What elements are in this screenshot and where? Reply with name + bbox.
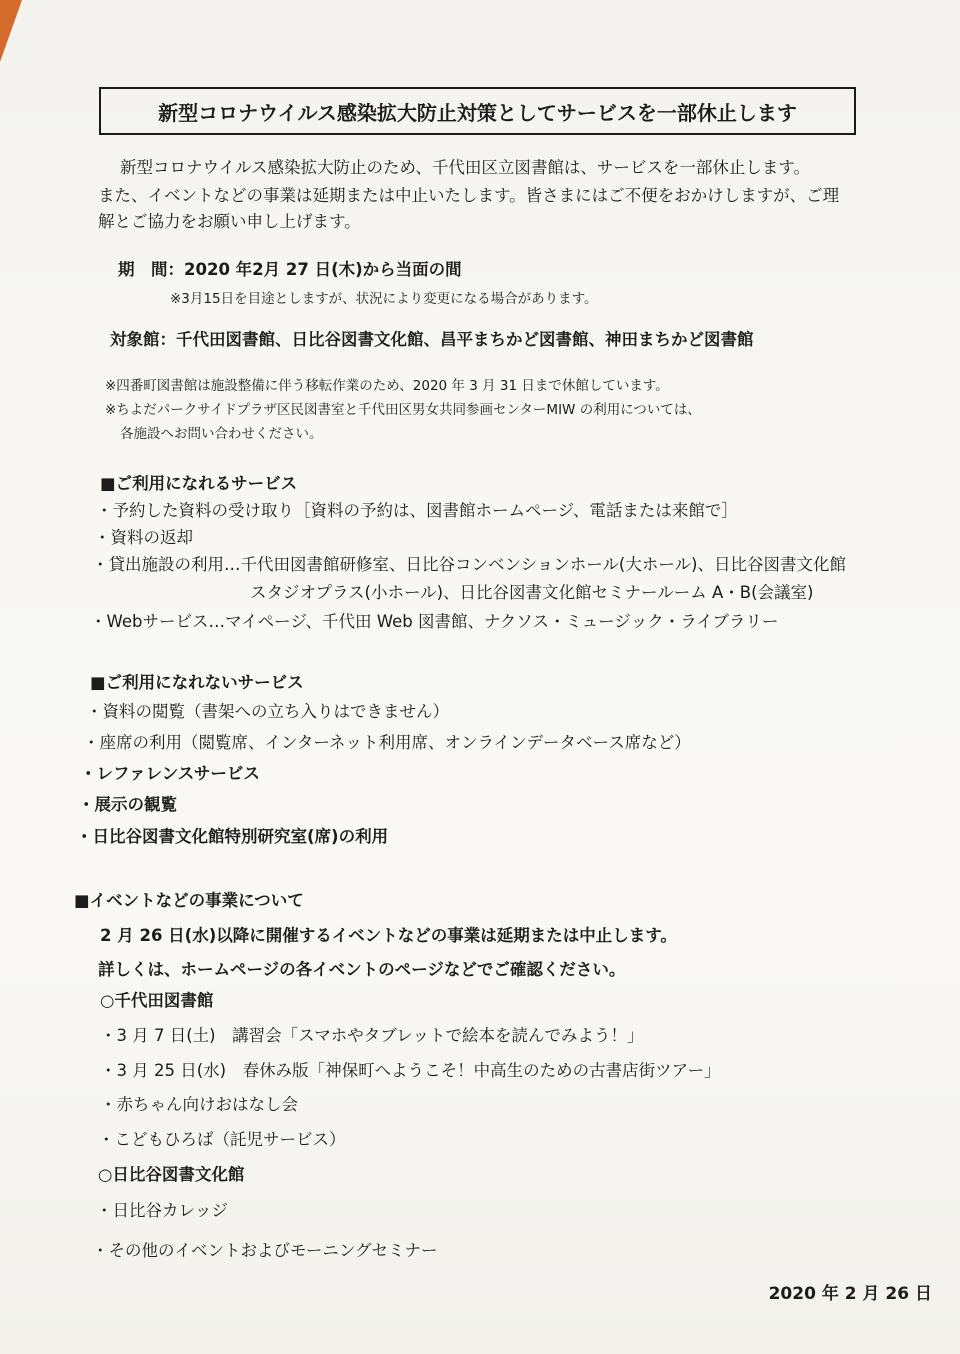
target-libraries: 対象館：千代田図書館、日比谷図書文化館、昌平まちかど図書館、神田まちかど図書館 <box>110 330 754 349</box>
available-item: ・資料の返却 <box>94 528 193 547</box>
unavailable-heading: ■ご利用になれないサービス <box>90 673 304 692</box>
unavailable-item: ・座席の利用（閲覧席、インターネット利用席、オンラインデータベース席など） <box>83 733 691 752</box>
unavailable-item: ・資料の閲覧（書架への立ち入りはできません） <box>86 702 449 721</box>
chiyoda-event: ・3 月 7 日(土) 講習会「スマホやタブレットで絵本を読んでみよう！」 <box>100 1026 644 1045</box>
note-line-2: ※ちよだパークサイドプラザ区民図書室と千代田区男女共同参画センターMIW の利用については、 <box>105 402 701 418</box>
unavailable-item: ・日比谷図書文化館特別研究室(席)の利用 <box>76 827 389 846</box>
orange-corner <box>0 0 22 62</box>
unavailable-item: ・レファレンスサービス <box>80 764 260 783</box>
hibiya-event: ・その他のイベントおよびモーニングセミナー <box>92 1241 438 1260</box>
hibiya-event: ・日比谷カレッジ <box>96 1201 228 1220</box>
chiyoda-event: ・3 月 25 日(水) 春休み版「神保町へようこそ！中高生のための古書店街ツアー」 <box>100 1061 721 1080</box>
period-text: 期 間：2020 年2月 27 日(木)から当面の間 <box>118 260 462 279</box>
note-line-1: ※四番町図書館は施設整備に伴う移転作業のため、2020 年 3 月 31 日まで休館しています。 <box>105 378 669 394</box>
chiyoda-event: ・赤ちゃん向けおはなし会 <box>100 1095 298 1114</box>
available-item: ・予約した資料の受け取り［資料の予約は、図書館ホームページ、電話または来館で］ <box>96 501 738 520</box>
events-line-1: 2 月 26 日(水)以降に開催するイベントなどの事業は延期または中止します。 <box>100 926 677 945</box>
note-line-3: 各施設へお問い合わせください。 <box>120 426 323 442</box>
unavailable-item: ・展示の観覧 <box>78 795 177 814</box>
available-item: ・貸出施設の利用…千代田図書館研修室、日比谷コンベンションホール(大ホール)、日比谷図書文化館 <box>92 555 846 574</box>
events-heading: ■イベントなどの事業について <box>74 891 304 910</box>
intro-line-3: 解とご協力をお願い申し上げます。 <box>98 212 361 231</box>
events-line-2: 詳しくは、ホームページの各イベントのページなどでご確認ください。 <box>98 960 626 979</box>
chiyoda-event: ・こどもひろば（託児サービス） <box>98 1130 346 1149</box>
chiyoda-heading: ○千代田図書館 <box>100 991 214 1010</box>
available-item-continued: スタジオプラス(小ホール)、日比谷図書文化館セミナールーム A・B(会議室) <box>250 583 814 602</box>
intro-line-1: 新型コロナウイルス感染拡大防止のため、千代田区立図書館は、サービスを一部休止します。 <box>120 158 811 177</box>
issue-date: 2020 年 2 月 26 日 <box>768 1284 932 1304</box>
intro-line-2: また、イベントなどの事業は延期または中止いたします。皆さまにはご不便をおかけしますが、ご理 <box>98 186 840 205</box>
period-note: ※3月15日を目途としますが、状況により変更になる場合があります。 <box>170 291 598 307</box>
available-item: ・Webサービス…マイページ、千代田 Web 図書館、ナクソス・ミュージック・ライブラリー <box>90 612 779 631</box>
hibiya-heading: ○日比谷図書文化館 <box>98 1165 245 1184</box>
document-title: 新型コロナウイルス感染拡大防止対策としてサービスを一部休止します <box>99 87 856 135</box>
available-heading: ■ご利用になれるサービス <box>100 474 298 493</box>
